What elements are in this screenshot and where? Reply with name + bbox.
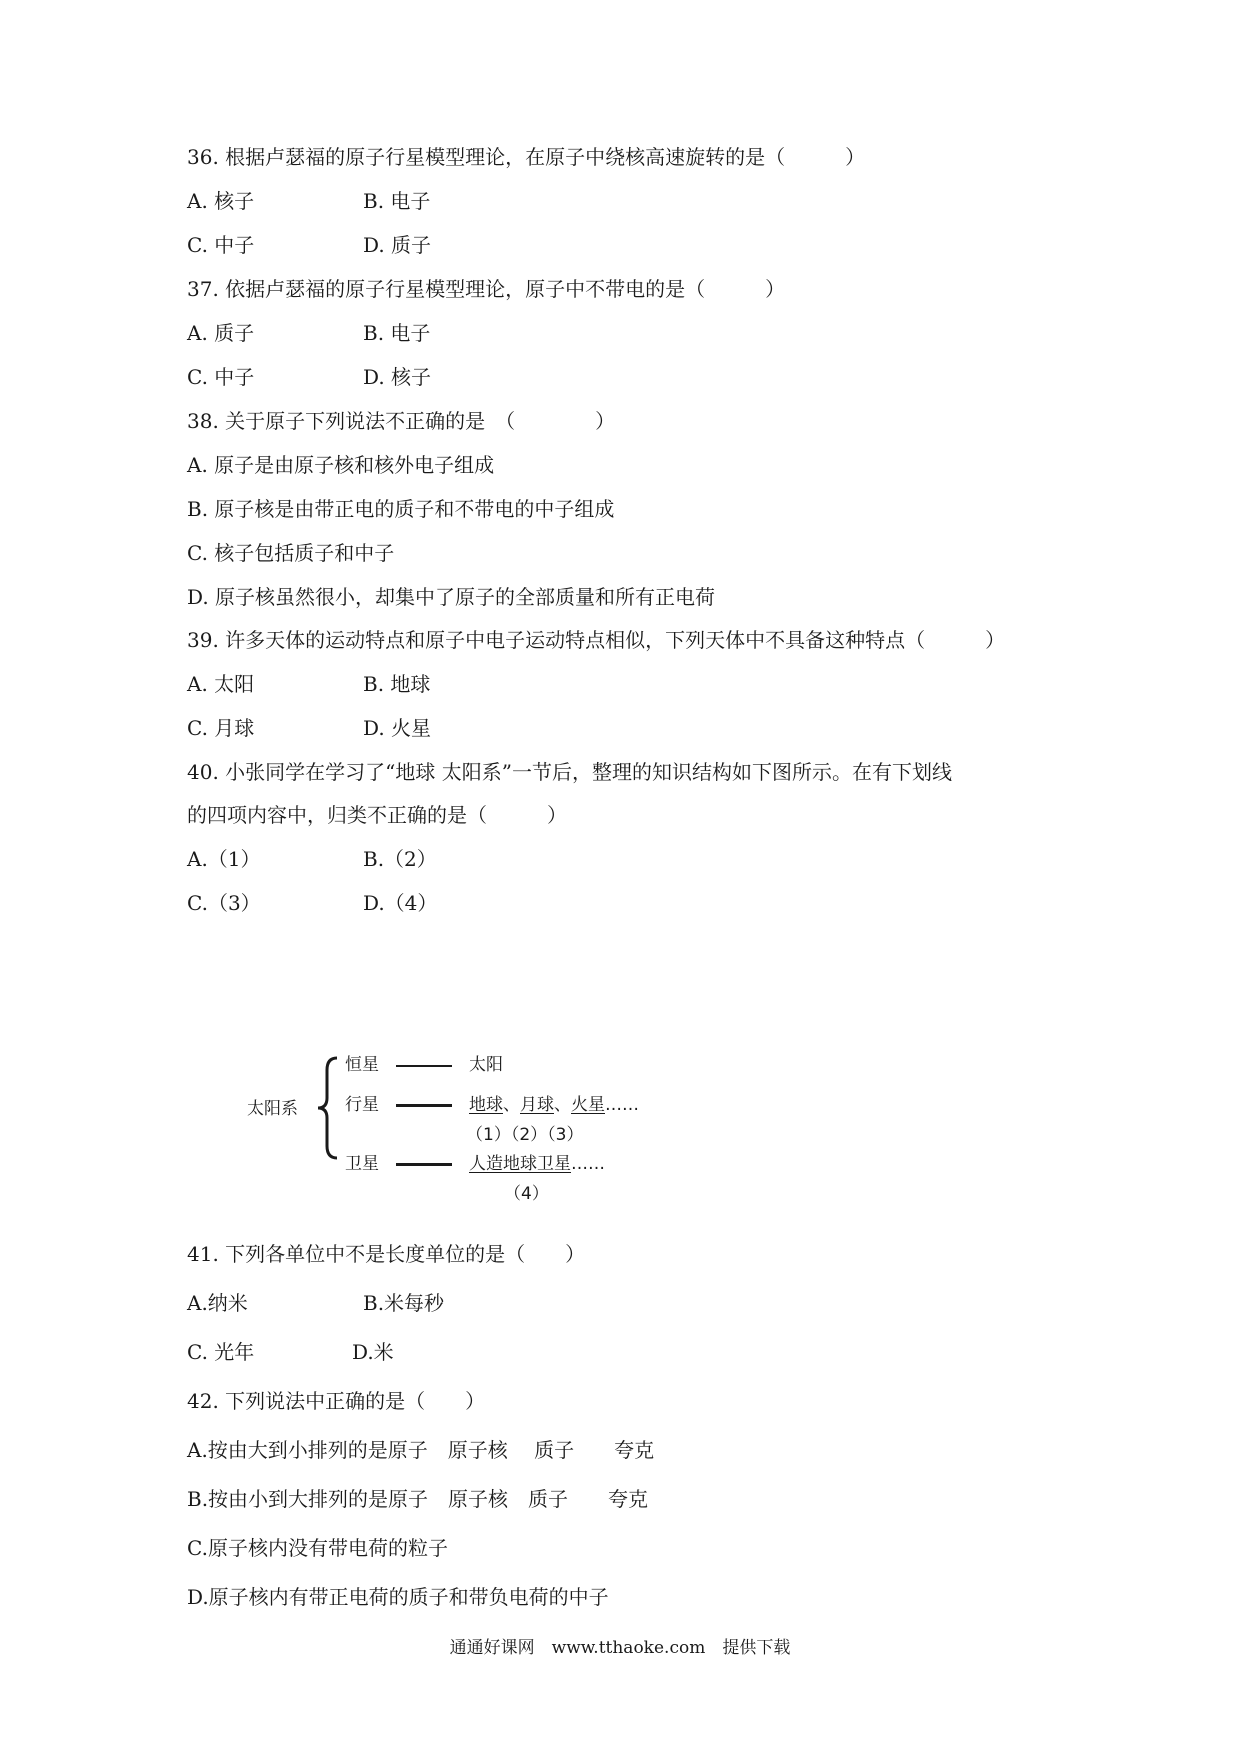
question-41-option-c: C. 光年 <box>187 1340 255 1364</box>
brace-icon <box>315 1054 341 1162</box>
diagram-connector <box>396 1163 452 1166</box>
question-40-option-c: C.（3） <box>187 891 261 915</box>
question-42-option-a: A.按由大到小排列的是原子 原子核 质子 夸克 <box>187 1438 655 1462</box>
question-39-option-a: A. 太阳 <box>187 672 255 696</box>
diagram-satellite-marks: （4） <box>504 1184 549 1204</box>
question-40-option-d: D.（4） <box>363 891 438 915</box>
question-39-option-d: D. 火星 <box>363 716 432 740</box>
diagram-item-4: 人造地球卫星 <box>469 1154 571 1174</box>
question-40-option-b: B.（2） <box>363 847 437 871</box>
question-38-option-c: C. 核子包括质子和中子 <box>187 541 395 565</box>
question-38-option-d: D. 原子核虽然很小，却集中了原子的全部质量和所有正电荷 <box>187 585 716 609</box>
question-41-stem: 41. 下列各单位中不是长度单位的是（ ） <box>187 1242 586 1266</box>
question-37-option-a: A. 质子 <box>187 321 255 345</box>
question-37-option-b: B. 电子 <box>363 321 431 345</box>
question-42-option-d: D.原子核内有带正电荷的质子和带负电荷的中子 <box>187 1585 609 1609</box>
question-39-stem: 39. 许多天体的运动特点和原子中电子运动特点相似，下列天体中不具备这种特点（ ） <box>187 628 1006 652</box>
diagram-item-1: 地球 <box>469 1095 503 1115</box>
diagram-planet-items: 地球、月球、火星…… <box>469 1095 639 1115</box>
question-40-stem: 40. 小张同学在学习了“地球 太阳系”一节后，整理的知识结构如下图所示。在有下划线 <box>187 760 952 784</box>
question-38-stem: 38. 关于原子下列说法不正确的是 （ ） <box>187 409 616 433</box>
question-41-option-d: D.米 <box>352 1340 394 1364</box>
diagram-item-3: 火星 <box>571 1095 605 1115</box>
question-38-option-b: B. 原子核是由带正电的质子和不带电的中子组成 <box>187 497 615 521</box>
page-footer: 通通好课网 www.tthaoke.com 提供下载 <box>449 1638 791 1658</box>
question-42-option-c: C.原子核内没有带电荷的粒子 <box>187 1536 448 1560</box>
question-36-option-d: D. 质子 <box>363 233 432 257</box>
diagram-type-star: 恒星 <box>345 1055 379 1075</box>
diagram-satellite-items: 人造地球卫星…… <box>469 1154 605 1174</box>
question-36-option-b: B. 电子 <box>363 189 431 213</box>
diagram-root-label: 太阳系 <box>247 1099 298 1119</box>
diagram-item-2: 月球 <box>520 1095 554 1115</box>
question-41-option-b: B.米每秒 <box>363 1291 445 1315</box>
question-36-option-a: A. 核子 <box>187 189 255 213</box>
diagram-type-planet: 行星 <box>345 1095 379 1115</box>
question-42-stem: 42. 下列说法中正确的是（ ） <box>187 1389 486 1413</box>
question-42-option-b: B.按由小到大排列的是原子 原子核 质子 夸克 <box>187 1487 649 1511</box>
question-37-option-d: D. 核子 <box>363 365 432 389</box>
question-40-stem-cont: 的四项内容中，归类不正确的是（ ） <box>187 803 567 827</box>
question-39-option-b: B. 地球 <box>363 672 431 696</box>
diagram-type-satellite: 卫星 <box>345 1154 379 1174</box>
question-38-option-a: A. 原子是由原子核和核外电子组成 <box>187 453 495 477</box>
diagram-connector <box>396 1104 452 1107</box>
question-39-option-c: C. 月球 <box>187 716 255 740</box>
diagram-connector <box>396 1065 452 1067</box>
question-41-option-a: A.纳米 <box>187 1291 248 1315</box>
question-37-stem: 37. 依据卢瑟福的原子行星模型理论，原子中不带电的是（ ） <box>187 277 786 301</box>
question-36-option-c: C. 中子 <box>187 233 255 257</box>
diagram-planet-marks: （1）（2）（3） <box>466 1125 584 1145</box>
diagram-star-content: 太阳 <box>469 1055 503 1075</box>
question-36-stem: 36. 根据卢瑟福的原子行星模型理论，在原子中绕核高速旋转的是（ ） <box>187 145 866 169</box>
question-37-option-c: C. 中子 <box>187 365 255 389</box>
question-40-option-a: A.（1） <box>187 847 261 871</box>
